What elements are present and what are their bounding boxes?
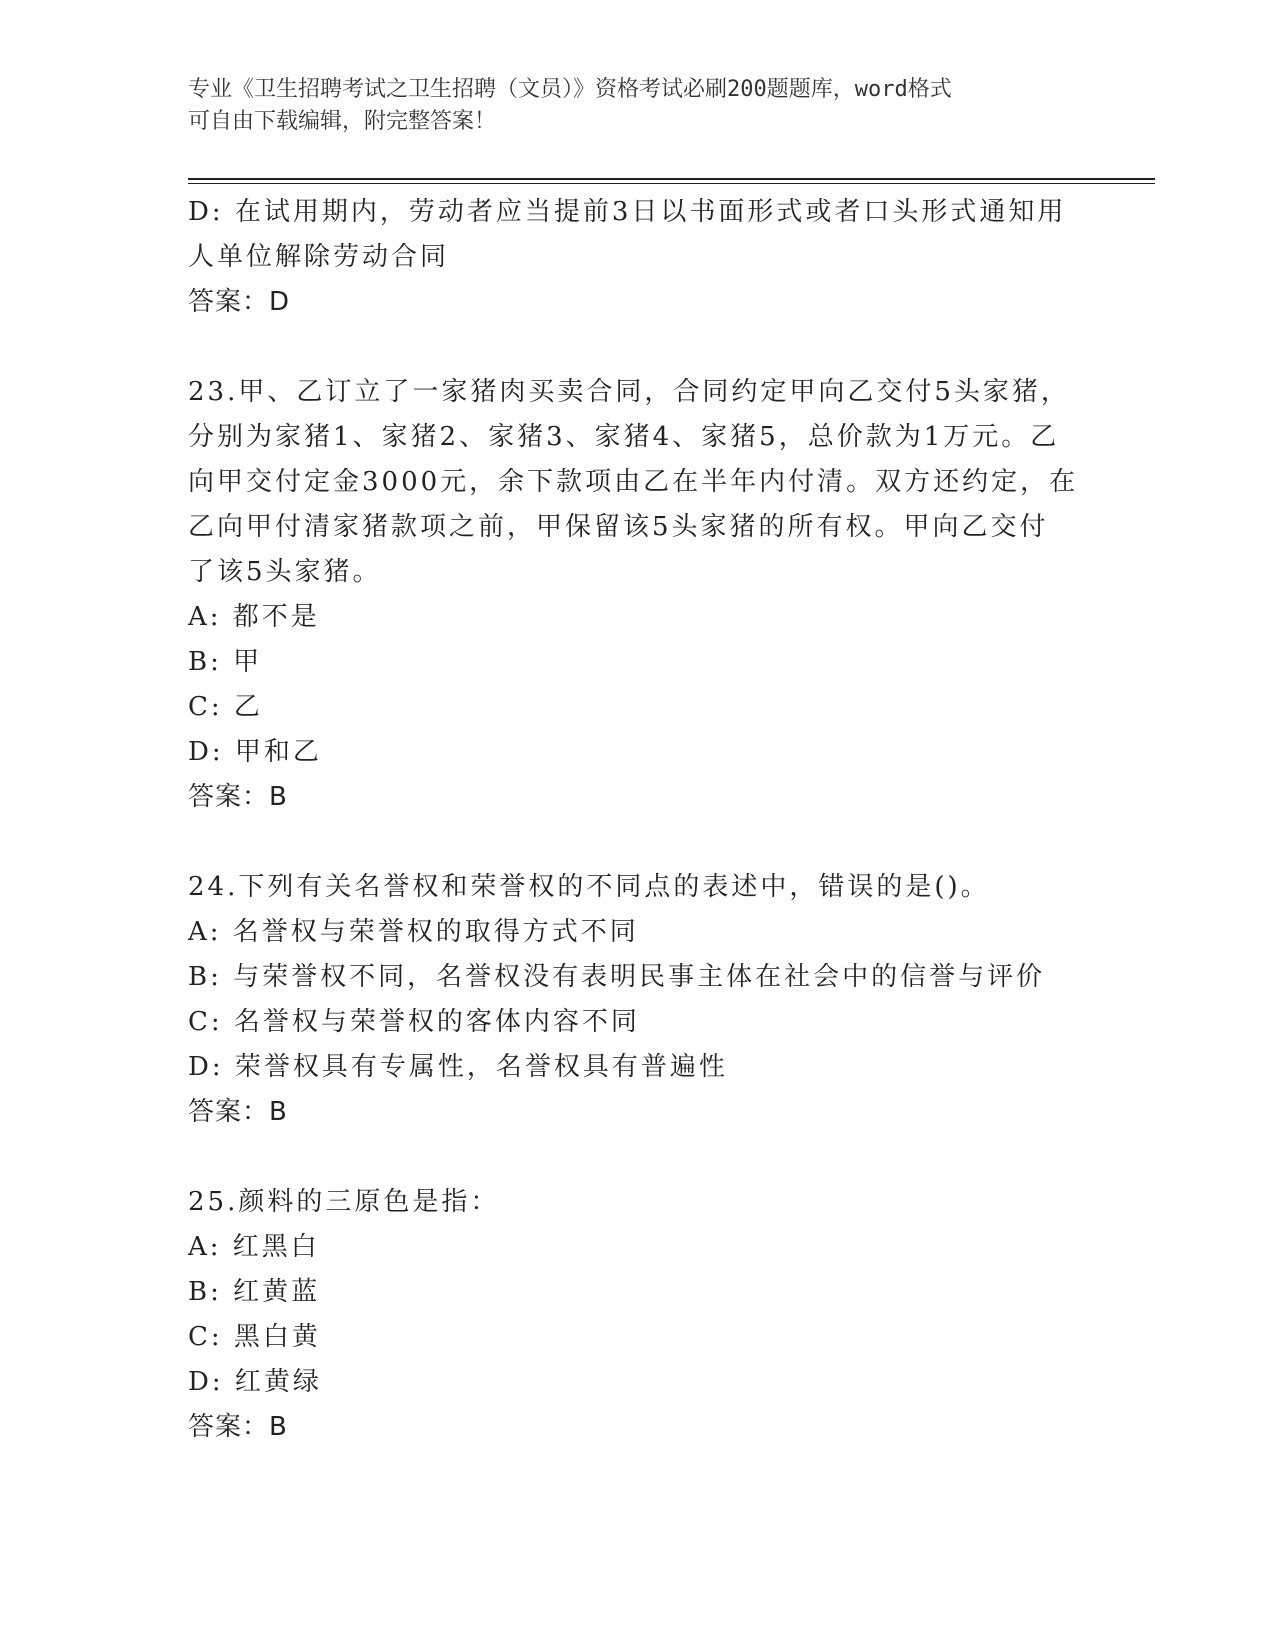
option-b: B: 与荣誉权不同，名誉权没有表明民事主体在社会中的信誉与评价 (188, 962, 1046, 992)
question-stem-line: 了该5头家猪。 (188, 557, 382, 587)
option-c: C: 乙 (188, 692, 263, 722)
option-d: D: 甲和乙 (188, 737, 322, 767)
answer-line: 答案：B (188, 1097, 288, 1127)
document-header (188, 74, 1088, 138)
answer-line: 答案：D (188, 287, 291, 317)
option-d-line: 人单位解除劳动合同 (188, 242, 450, 272)
spacer (188, 1135, 1088, 1180)
header-divider-thin (188, 183, 1155, 184)
question-stem-line: 乙向甲付清家猪款项之前，甲保留该5头家猪的所有权。甲向乙交付 (188, 512, 1049, 542)
question-stem-line: 25.颜料的三原色是指： (188, 1187, 500, 1217)
question-stem-line: 23.甲、乙订立了一家猪肉买卖合同，合同约定甲向乙交付5头家猪， (188, 377, 1070, 407)
question-24 (188, 865, 1088, 1135)
option-b: B: 甲 (188, 647, 263, 677)
question-stem-line: 分别为家猪1、家猪2、家猪3、家猪4、家猪5，总价款为1万元。乙 (188, 422, 1060, 452)
question-25 (188, 1180, 1088, 1450)
header-title-line: 专业《卫生招聘考试之卫生招聘（文员）》资格考试必刷200题题库，word格式 (188, 77, 952, 102)
option-d: D: 荣誉权具有专属性，名誉权具有普遍性 (188, 1052, 728, 1082)
option-a: A: 名誉权与荣誉权的取得方式不同 (188, 917, 639, 947)
option-a: A: 红黑白 (188, 1232, 320, 1262)
answer-line: 答案：B (188, 1412, 288, 1442)
header-subtitle-line: 可自由下载编辑，附完整答案！ (188, 109, 497, 134)
question-stem-line: 向甲交付定金3000元，余下款项由乙在半年内付清。双方还约定，在 (188, 467, 1079, 497)
previous-question-tail (188, 190, 1088, 325)
question-23 (188, 370, 1088, 820)
option-d-line: D: 在试用期内，劳动者应当提前3日以书面形式或者口头形式通知用 (188, 197, 1067, 227)
header-divider-thick (188, 178, 1155, 180)
option-d: D: 红黄绿 (188, 1367, 322, 1397)
question-content (188, 190, 1088, 1450)
answer-line: 答案：B (188, 782, 288, 812)
option-b: B: 红黄蓝 (188, 1277, 321, 1307)
spacer (188, 325, 1088, 370)
option-c: C: 名誉权与荣誉权的客体内容不同 (188, 1007, 640, 1037)
option-a: A: 都不是 (188, 602, 320, 632)
question-stem-line: 24.下列有关名誉权和荣誉权的不同点的表述中，错误的是()。 (188, 872, 990, 902)
option-c: C: 黑白黄 (188, 1322, 321, 1352)
spacer (188, 820, 1088, 865)
